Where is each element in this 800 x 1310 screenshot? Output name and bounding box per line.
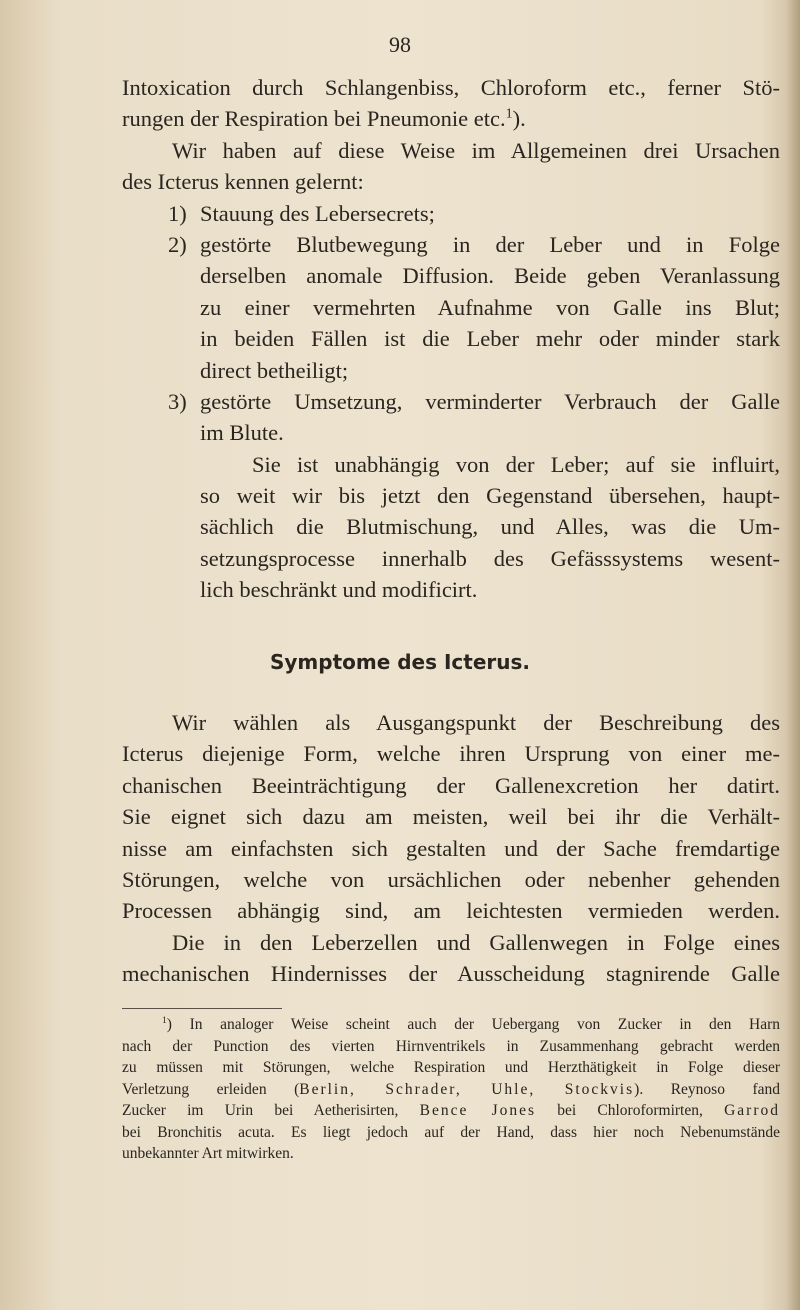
text-line: nisse am einfachsten sich gestalten und der Sache fremdartige — [122, 835, 780, 861]
text-line: derselben anomale Diffusion. Beide geben Veranlassung — [200, 263, 780, 289]
text-line: Wir wählen als Ausgangspunkt der Beschreibung des — [172, 710, 780, 735]
footnote-line: Zucker im Urin bei Aetherisirten, Bence Jones bei Chloroformirten, Garrod — [122, 1102, 780, 1119]
text-line: Processen abhängig sind, am leichtesten vermieden werden. — [122, 898, 780, 924]
text-line: setzungsprocesse innerhalb des Gefässsystems wesent- — [200, 545, 780, 571]
text-line: in beiden Fällen ist die Leber mehr oder minder stark — [200, 326, 780, 352]
footnote-reference[interactable]: 1 — [505, 106, 513, 122]
list-item-number: 3) — [168, 388, 187, 414]
footnote-line: zu müssen mit Störungen, welche Respiration und Herzthätigkeit in Folge dieser — [122, 1059, 780, 1076]
footnote — [122, 1014, 780, 1165]
text-line: mechanischen Hindernisses der Ausscheidung stagnirende Galle — [122, 961, 780, 987]
text-line: sächlich die Blutmischung, und Alles, was die Um- — [200, 514, 780, 540]
body-text-section-2 — [122, 707, 780, 990]
text-line: Wir haben auf diese Weise im Allgemeinen drei Ursachen — [172, 137, 780, 163]
footnote-line: bei Bronchitis acuta. Es liegt jedoch auf der Hand, dass hier noch Nebenumstände — [122, 1123, 780, 1141]
list-item-number: 1) — [168, 200, 187, 226]
text-line: chanischen Beeinträchtigung der Gallenexcretion her datirt. — [122, 772, 780, 798]
footnote-marker: 1 — [162, 1014, 167, 1026]
footnote-line: nach der Punction des vierten Hirnventrikels in Zusammenhang gebracht werden — [122, 1037, 780, 1055]
cited-authors: Berlin, Schrader, Uhle, Stockvis — [299, 1080, 635, 1098]
list-item-3: 3) gestörte Umsetzung, verminderter Verbrauch der Galle — [122, 386, 780, 417]
text-line: lich beschränkt und modificirt. — [200, 577, 478, 603]
list-item-2: 2) gestörte Blutbewegung in der Leber und in Folge — [122, 229, 780, 260]
footnote-divider — [122, 1008, 282, 1009]
text-line: Sie ist unabhängig von der Leber; auf sie influirt, — [252, 451, 780, 477]
text-line: des Icterus kennen gelernt: — [122, 169, 364, 195]
text-line: Störungen, welche von ursächlichen oder nebenher gehenden — [122, 866, 780, 892]
text-line: rungen der Respiration bei Pneumonie etc.$^1$). — [122, 106, 526, 132]
list-item-number: 2) — [168, 231, 187, 257]
list-item-1: 1) Stauung des Lebersecrets; — [122, 198, 780, 229]
text-line: so weit wir bis jetzt den Gegenstand übersehen, haupt- — [200, 483, 780, 509]
cited-author: Bence Jones — [419, 1102, 537, 1119]
footnote-line: unbekannter Art mitwirken. — [122, 1145, 294, 1162]
cited-author: Garrod — [724, 1102, 780, 1119]
section-heading: Symptome des Icterus. — [269, 650, 531, 674]
footnote-line: Verletzung erleiden (Berlin, Schrader, Uhle, Stockvis). Reynoso fand — [122, 1080, 781, 1098]
text-line: zu einer vermehrten Aufnahme von Galle ins Blut; — [200, 294, 780, 320]
text-line: Icterus diejenige Form, welche ihren Ursprung von einer me- — [122, 741, 780, 767]
footnote-line: $^1$) In analoger Weise scheint auch der Uebergang von Zucker in den Harn — [162, 1014, 781, 1033]
text-line: Die in den Leberzellen und Gallenwegen in Folge eines — [172, 929, 780, 955]
text-line: direct betheiligt; — [200, 357, 349, 383]
text-line: Intoxication durch Schlangenbiss, Chloroform etc., ferner Stö- — [122, 75, 780, 100]
page-number: 98 — [389, 32, 411, 57]
text-line: im Blute. — [200, 420, 284, 446]
body-text-section-1 — [122, 72, 780, 606]
text-line: Sie eignet sich dazu am meisten, weil bei ihr die Verhält- — [122, 804, 780, 830]
